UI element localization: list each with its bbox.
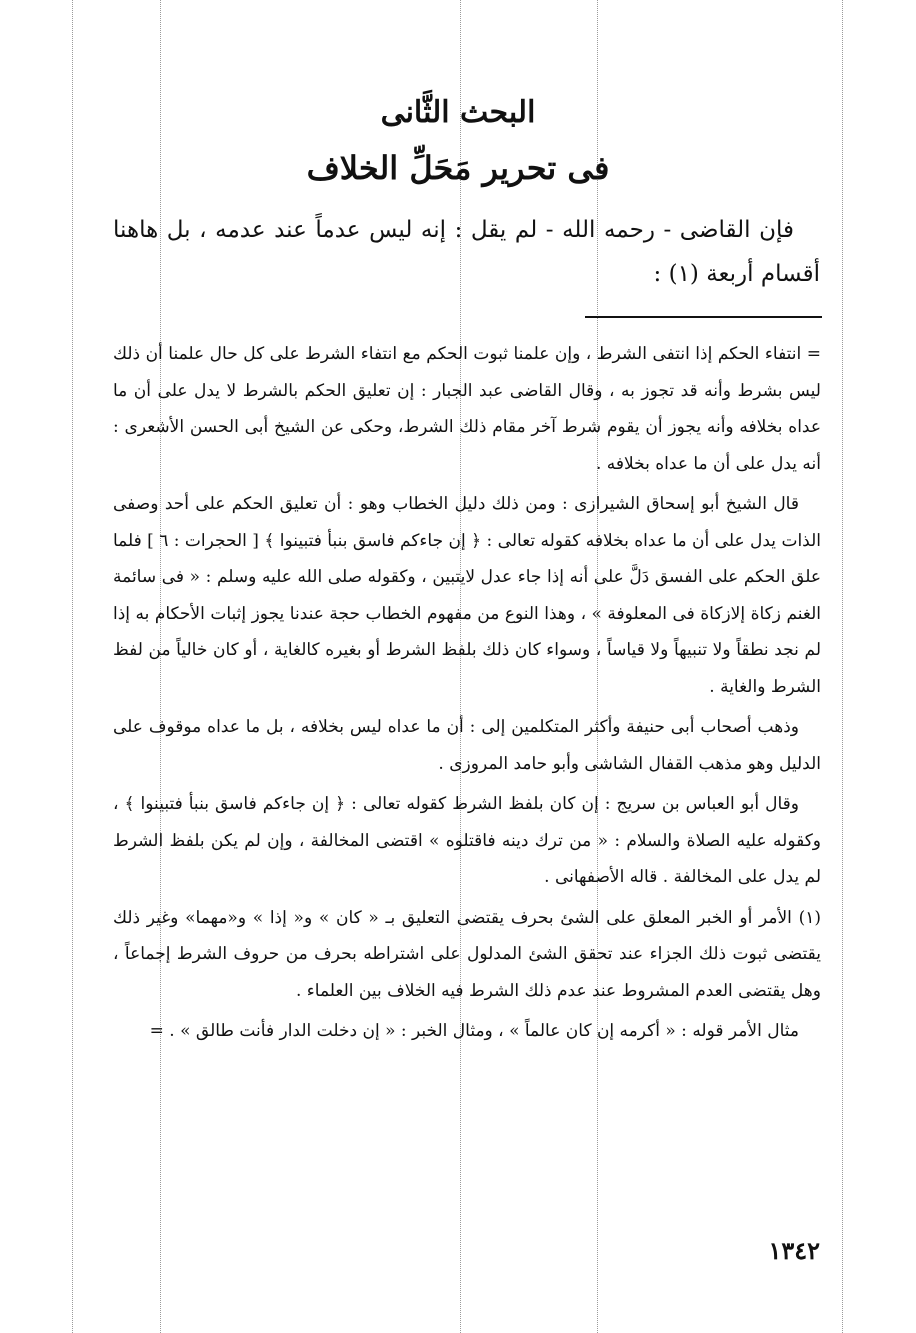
footnotes xyxy=(113,336,821,1050)
footnote-paragraph: وقال أبو العباس بن سريج : إن كان بلفظ الشرط كقوله تعالى : ﴿ إن جاءكم فاسق بنبأ فتبينوا ﴾ ، وكقوله عليه الصلاة والسلام : « من ترك دينه فاقتلوه » اقتضى المخالفة ، وإن لم يكن بلفظ الشرط لم يدل على المخالفة . قاله الأصفهانى . xyxy=(113,794,821,887)
scan-guide-line xyxy=(842,0,843,1333)
main-paragraph: فإن القاضى - رحمه الله - لم يقل : إنه ليس عدماً عند عدمه ، بل هاهنا أقسام أربعة (١) : xyxy=(113,217,820,287)
footnote-paragraph: وذهب أصحاب أبى حنيفة وأكثر المتكلمين إلى : أن ما عداه ليس بخلافه ، بل ما عداه موقوف على الدليل وهو مذهب القفال الشاشى وأبو حامد المروزى . xyxy=(113,717,821,774)
footnote-paragraph: = انتفاء الحكم إذا انتفى الشرط ، وإن علمنا ثبوت الحكم مع انتفاء الشرط على كل حال علمنا أن ذلك ليس بشرط وأنه قد تجوز به ، وقال القاضى عبد الجبار : إن تعليق الحكم بالشرط لا يدل على أن ما عداه بخلافه وأنه يجوز أن يقوم شرط آخر مقام ذلك الشرط، وحكى عن الشيخ أبى الحسن الأشعرى : أنه يدل على أن ما عداه بخلافه . xyxy=(113,344,821,474)
scan-guide-line xyxy=(72,0,73,1333)
chapter-subheading: فى تحرير مَحَلِّ الخلاف xyxy=(306,149,610,187)
footnote-paragraph: مثال الأمر قوله : « أكرمه إن كان عالماً » ، ومثال الخبر : « إن دخلت الدار فأنت طالق » . = xyxy=(149,1021,799,1041)
footnote-paragraph: قال الشيخ أبو إسحاق الشيرازى : ومن ذلك دليل الخطاب وهو : أن تعليق الحكم على أحد وصفى الذات يدل على أن ما عداه بخلافه كقوله تعالى : ﴿ إن جاءكم فاسق بنبأ فتبينوا ﴾ [ الحجرات : ٦ ] فلما علق الحكم على الفسق دَلَّ على أنه إذا جاء عدل لايتبين ، وكقوله صلى الله عليه وسلم : « فى سائمة الغنم زكاة إلازكاة فى المعلوفة » ، وهذا النوع من مفهوم الخطاب حجة عندنا يجوز إثبات الأحكام به إذا لم نجد نطقاً ولا تنبيهاً ولا قياساً ، وسواء كان ذلك بلفظ الشرط أو بغيره كالغاية ، أو كان خالياً من لفظ الشرط والغاية . xyxy=(113,494,822,697)
page-number: ١٣٤٢ xyxy=(768,1236,820,1265)
footnote-separator xyxy=(585,316,822,318)
main-text xyxy=(113,208,820,296)
footnote-paragraph: (١) الأمر أو الخبر المعلق على الشئ بحرف يقتضى التعليق بـ « كان » و« إذا » و«مهما» وغير ذلك يقتضى ثبوت ذلك الجزاء عند تحقق الشئ المدلول على اشتراطه بحرف من حروف الشرط إجماعاً ، وهل يقتضى العدم المشروط عند عدم ذلك الشرط فيه الخلاف بين العلماء . xyxy=(113,907,821,1001)
chapter-heading: البحث الثَّانى xyxy=(380,95,536,130)
